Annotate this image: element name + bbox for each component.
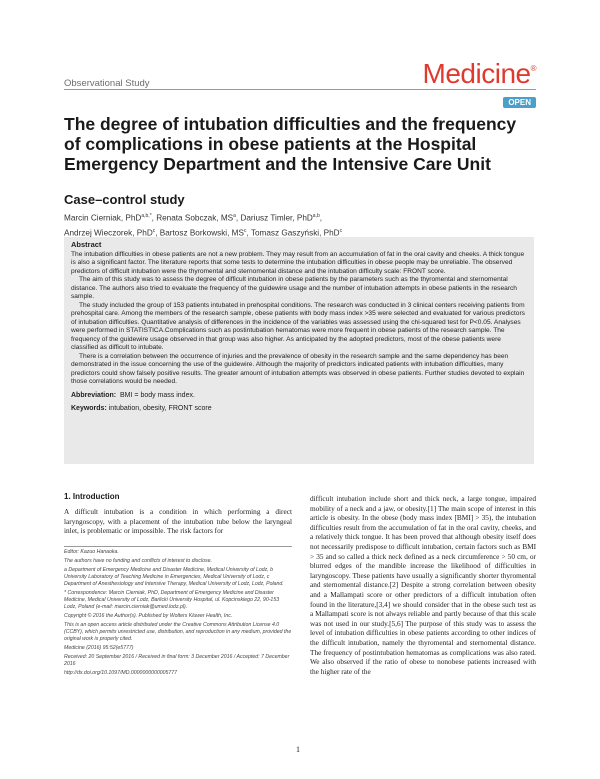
body-paragraph: difficult intubation include short and thick neck, a large tongue, impaired mobility of a neck and a jaw, or obesity.[1] The main scope of interest in this article is obesity. In the obese (body mass index [BMI] > 35), the intubation difficulties result from the accumulation of fat in the oral cavity, cheeks, and a relatively thick tongue. It has been proved that although obesity itself does not necessarily predispose to difficult intubation, certain factors such as BMI > 35 and so called a thick neck defined as a neck circumference > 50 cm, or blurred edges of the mandible increase the likelihood of difficulties in laryngoscopy. These patients have usually a significantly shorter thyromental and sternomental distance.[2] Despite a strong correlation between obesity and a Mallampati score or other predictors of a difficult intubation often found in the literature,[3,4] we should consider that in the obese such test as a Mallampati score is not always reliable and partly because of that this scale was not used in our study.[5,6] The purpose of this study was to assess the level of intubation difficulties in obese patients according to other indices of the difficult intubation, namely the thyromental and sternomental distance. The frequency of postintubation hematomas as complications was also rated. We also observed if the ratio of obese to nonobese patients increased with the higher rate of the (310, 494, 536, 676)
abstract-paragraph: The study included the group of 153 patients intubated in prehospital conditions. The research was conducted in 3 clinical centers receiving patients from prehospital care. Among the members of the research sample, obese patients with body mass index >35 were selected and evaluated for various predictors of intubation difficulties. Quantitative analysis of differences in the incidence of the variables was assessed using the chi-squared test for P<0.05. Analyses were performed in STATISTICA.Complications such as postintubation hematomas were more frequent in obese patients of the research sample. The frequency of the guidewire usage observed in that group was also higher. As anticipated by the adopted predictors, most of the obese patients were classified as difficult to intubate. (71, 301, 525, 351)
author-line-1: Marcin Cierniak, PhD$^{a,b,*}$, Renata Sobczak, $MS^a$, Dariusz Timler, PhD$^{a,b}$, (64, 213, 323, 223)
footnote-dates: Received: 20 September 2016 / Received in final form: 3 December 2016 / Accepted: 7 December 2016 (64, 653, 290, 667)
footnote-editor: Editor: Kazuo Hanaoka. (64, 548, 119, 555)
abstract-paragraph: The intubation difficulties in obese patients are not a new problem. They may result from an accumulation of fat in the oral cavity and cheeks. A thick tongue is also a significant factor. The literature reports that some tests to determine the intubation difficulties in obese people may be unreliable. The observed predictors of difficult intubation were the thyromental and sternomental distance and the intubation difficulty scale: FRONT score. (71, 250, 525, 275)
journal-logo-text: Medicine (422, 58, 531, 89)
section-heading: 1. Introduction (64, 492, 120, 501)
abbreviations-label: Abbreviation: (71, 391, 117, 399)
author-name: , Renata Sobczak, MS (151, 213, 234, 223)
author-affiliation: c (152, 227, 156, 234)
article-title: The degree of intubation difficulties and the frequency of complications in obese patients at the Hospital Emergency Department and the Intensive Care Unit (64, 114, 517, 174)
author-name: , Bartosz Borkowski, MS (155, 228, 244, 238)
author-affiliation: a (233, 213, 236, 219)
page-number: 1 (296, 745, 300, 754)
footnote-correspondence: * Correspondence: Marcin Cierniak, PhD, Department of Emergency Medicine and Disaster Medicine, Medical University of Lodz, Barlicki University Hospital, ul. Kopcinskiego 22, 90-153 Lodz, Poland (e-mail: marcin.cierniak@umed.lodz.pl). (64, 589, 280, 610)
keywords-label: Keywords: (71, 405, 107, 412)
registered-mark: ® (530, 64, 536, 73)
right-column (310, 494, 536, 676)
abbreviations-value: BMI = body mass index. (120, 391, 195, 399)
author-affiliation: c (243, 227, 247, 234)
body-paragraph: A difficult intubation is a condition in which performing a direct laryngoscopy, with a placement of the intubation tube below the laryngeal inlet, is problematic or impossible. The risk factors for (64, 507, 292, 536)
footnotes (64, 549, 292, 677)
section-label: Observational Study (64, 78, 150, 89)
author-affiliation: c (339, 227, 343, 234)
abstract-paragraph: There is a correlation between the occurrence of injuries and the prevalence of obesity in the research sample and the same dependency has been demonstrated in the issue concerning the use of the guidewire. Although the majority of predictors indicated patients with intubation difficulties, many predictors could show falsely positive results. The greater amount of intubation attempts was observed in obese patients. Further studies devoted to explain those correlations would be needed. (71, 352, 525, 385)
author-name: , Dariusz Timler, PhD (235, 213, 313, 223)
abstract-box (64, 237, 534, 464)
abstract-paragraph: The aim of this study was to assess the degree of difficult intubation in obese patients by the parameters such as the thyromental and sternomental distance. The authors also tried to evaluate the frequency of the guidewire usage and the number of intubation attempts in obese patients in the research sample. (71, 276, 517, 300)
footnote-copyright: Copyright © 2016 the Author(s). Published by Wolters Kluwer Health, Inc. (64, 612, 233, 619)
author-list (64, 210, 534, 239)
footnote-rule (64, 546, 292, 547)
author-affiliation: a,b (312, 213, 320, 219)
left-column (64, 492, 292, 679)
abstract-heading: Abstract (71, 240, 102, 249)
footnote-affiliations: a Department of Emergency Medicine and Disaster Medicine, Medical University of Lodz, b University Laboratory of Teaching Medicine in Emergencies, Medical University of Lodz, c Department of Anesthesiology and Intensive Therapy, Medical University of Lodz, Lodz, Poland. (64, 566, 284, 587)
keywords (71, 405, 527, 414)
doi-link[interactable]: http://dx.doi.org/10.1097/MD.0000000000005777 (64, 669, 178, 676)
author-name: Andrzej Wieczorek, PhD (64, 228, 153, 238)
open-access-badge: OPEN (503, 97, 536, 108)
footnote-funding: The authors have no funding and conflicts of interest to disclose. (64, 557, 212, 564)
footnote-license: This is an open access article distributed under the Creative Commons Attribution License 4.0 (CCBY), which permits unrestricted use, distribution, and reproduction in any medium, provided the original work is properly cited. (64, 621, 292, 642)
footnote-citation: Medicine (2016) 95:52(e5777) (64, 644, 134, 651)
author-affiliation: a,b,* (141, 213, 152, 219)
journal-logo (423, 58, 536, 90)
keywords-value: intubation, obesity, FRONT score (108, 405, 212, 412)
author-name: Marcin Cierniak, PhD (64, 213, 142, 223)
abbreviations (71, 392, 527, 401)
journal-header (64, 58, 536, 107)
author-name: , Tomasz Gaszyński, PhD (246, 228, 340, 238)
article-subtitle: Case–control study (64, 192, 185, 207)
